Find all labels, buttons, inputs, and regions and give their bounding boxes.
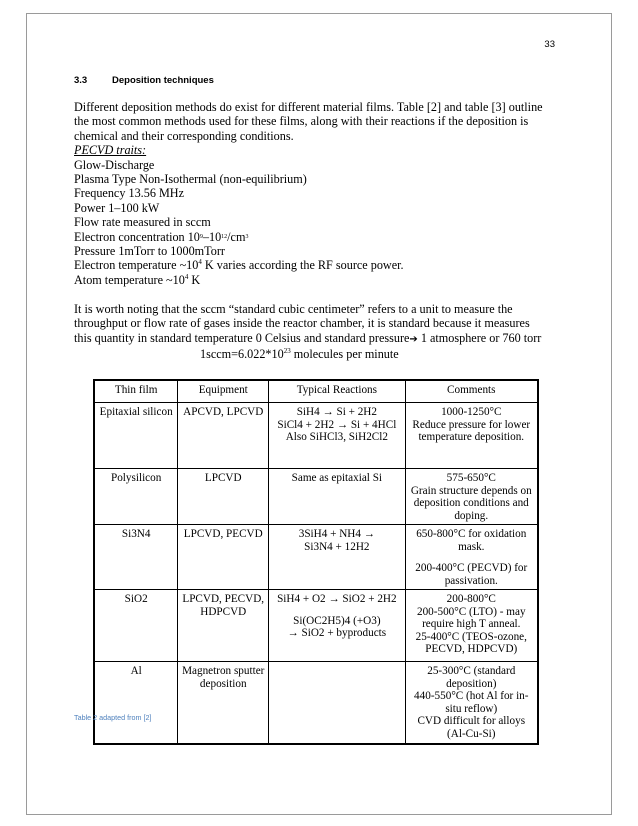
right-arrow-icon: ➔ bbox=[409, 333, 418, 345]
comment-line: 200-500°C (LTO) - may require high T anneal. bbox=[416, 605, 526, 630]
comment-line: 1000-1250°C bbox=[441, 406, 502, 418]
at-prefix: Atom temperature ~10 bbox=[74, 272, 185, 287]
reaction-line: SiCl4 + 2H2 → Si + 4HCl bbox=[277, 418, 397, 431]
comments-cell bbox=[405, 525, 538, 590]
sccm-line bbox=[74, 331, 574, 347]
column-header: Equipment bbox=[178, 380, 269, 403]
table-row bbox=[94, 469, 538, 525]
page-number: 33 bbox=[544, 39, 555, 50]
column-header: Thin film bbox=[94, 380, 178, 403]
deposition-table bbox=[93, 379, 539, 745]
section-title: Deposition techniques bbox=[112, 75, 214, 86]
table-caption: Table 2 adapted from [2] bbox=[74, 713, 152, 722]
trait-glow: Glow-Discharge bbox=[74, 157, 155, 172]
intro-paragraph bbox=[74, 100, 574, 287]
equipment-cell: Magnetron sputter deposition bbox=[178, 662, 269, 744]
section-number: 3.3 bbox=[74, 75, 88, 86]
column-header: Comments bbox=[405, 380, 538, 403]
sccm-formula-exp: 23 bbox=[283, 347, 291, 356]
traits-title: PECVD traits: bbox=[74, 143, 147, 158]
comment-line: CVD difficult for alloys (Al-Cu-Si) bbox=[417, 715, 526, 740]
reaction-line: Si(OC2H5)4 (+O3) bbox=[293, 614, 381, 627]
ec-prefix: Electron concentration 10 bbox=[74, 229, 200, 244]
column-header: Typical Reactions bbox=[269, 380, 405, 403]
comment-line: 25-300°C (standard deposition) bbox=[427, 665, 516, 690]
reaction-line: → SiO2 + byproducts bbox=[287, 627, 387, 639]
film-cell: Polysilicon bbox=[94, 469, 178, 525]
equipment-cell: APCVD, LPCVD bbox=[178, 403, 269, 469]
reaction-line: 3SiH4 + NH4 → bbox=[298, 528, 375, 540]
comment-line: 200-400°C (PECVD) for passivation. bbox=[415, 562, 528, 587]
ec-unit-exp: 3 bbox=[245, 233, 249, 240]
reaction-line: Si3N4 + 12H2 bbox=[304, 540, 370, 553]
trait-frequency: Frequency 13.56 MHz bbox=[74, 186, 185, 201]
comments-cell bbox=[405, 403, 538, 469]
comments-cell bbox=[405, 662, 538, 744]
at-suffix: K bbox=[188, 272, 201, 287]
ec-exp2: 12 bbox=[221, 233, 228, 240]
comment-line: Grain structure depends on deposition conditions and doping. bbox=[410, 484, 532, 522]
sccm-formula bbox=[74, 347, 574, 361]
sccm-formula-prefix: 1sccm=6.022*10 bbox=[200, 347, 284, 362]
table-header-row bbox=[94, 380, 538, 403]
ec-exp1: 9 bbox=[199, 233, 203, 240]
et-prefix: Electron temperature ~10 bbox=[74, 258, 199, 273]
spacer bbox=[409, 553, 534, 562]
at-exp: 4 bbox=[184, 272, 189, 281]
reaction-line: SiH4 → Si + 2H2 bbox=[296, 406, 377, 418]
film-cell: Epitaxial silicon bbox=[94, 403, 178, 469]
trait-plasma-type: Plasma Type Non-Isothermal (non-equilibrium) bbox=[74, 172, 307, 187]
equipment-cell: LPCVD, PECVD, HDPCVD bbox=[178, 590, 269, 662]
reactions-cell bbox=[269, 403, 405, 469]
reaction-line: Also SiHCl3, SiH2Cl2 bbox=[285, 431, 388, 443]
comments-cell bbox=[405, 469, 538, 525]
film-cell: SiO2 bbox=[94, 590, 178, 662]
table-row bbox=[94, 662, 538, 744]
sccm-paragraph bbox=[74, 302, 574, 362]
ec-unit: /cm bbox=[227, 229, 246, 244]
intro-line: the most common methods used for these films, along with their reactions if the deposition is bbox=[74, 114, 529, 129]
comment-line: 650-800°C for oxidation mask. bbox=[416, 528, 527, 553]
trait-pressure: Pressure 1mTorr to 1000mTorr bbox=[74, 244, 225, 259]
trait-flow-rate: Flow rate measured in sccm bbox=[74, 215, 211, 230]
comment-line: 440-550°C (hot Al for in-situ reflow) bbox=[414, 690, 529, 715]
intro-line: chemical and their corresponding conditions. bbox=[74, 128, 294, 143]
reactions-cell bbox=[269, 525, 405, 590]
trait-atom-temperature bbox=[74, 273, 574, 287]
sccm-line3-text: this quantity in standard temperature 0 Celsius and standard pressure bbox=[74, 330, 410, 345]
comment-line: 25-400°C (TEOS-ozone, PECVD, HDPCVD) bbox=[415, 630, 527, 655]
comment-line: Reduce pressure for lower temperature deposition. bbox=[412, 418, 531, 443]
table-row bbox=[94, 590, 538, 662]
film-cell: Si3N4 bbox=[94, 525, 178, 590]
ec-mid: –10 bbox=[202, 229, 222, 244]
sccm-line: throughput or flow rate of gases inside the reactor chamber, it is standard because it measures bbox=[74, 316, 530, 331]
reaction-line: SiH4 + O2 → SiO2 + 2H2 bbox=[277, 593, 397, 605]
film-cell: Al bbox=[94, 662, 178, 744]
equipment-cell: LPCVD, PECVD bbox=[178, 525, 269, 590]
et-exp: 4 bbox=[198, 258, 202, 267]
reactions-cell bbox=[269, 469, 405, 525]
trait-electron-temperature bbox=[74, 258, 574, 272]
equipment-cell: LPCVD bbox=[178, 469, 269, 525]
section-heading bbox=[74, 75, 214, 86]
comments-cell bbox=[405, 590, 538, 662]
table-row bbox=[94, 525, 538, 590]
trait-power: Power 1–100 kW bbox=[74, 200, 160, 215]
comment-line: 575-650°C bbox=[446, 472, 496, 484]
comment-line: 200-800°C bbox=[446, 593, 496, 605]
intro-line: Different deposition methods do exist for different material films. Table [2] and table [3] outline bbox=[74, 100, 543, 114]
sccm-formula-suffix: molecules per minute bbox=[290, 347, 399, 362]
spacer bbox=[272, 606, 401, 615]
reactions-cell bbox=[269, 662, 405, 744]
table-row bbox=[94, 403, 538, 469]
reactions-cell bbox=[269, 590, 405, 662]
sccm-line: It is worth noting that the sccm “standard cubic centimeter” refers to a unit to measure the bbox=[74, 302, 513, 316]
trait-electron-concentration bbox=[74, 230, 574, 244]
sccm-line3-rest: 1 atmosphere or 760 torr bbox=[417, 330, 542, 345]
et-suffix: K varies according the RF source power. bbox=[201, 258, 404, 273]
reaction-line: Same as epitaxial Si bbox=[291, 472, 383, 484]
